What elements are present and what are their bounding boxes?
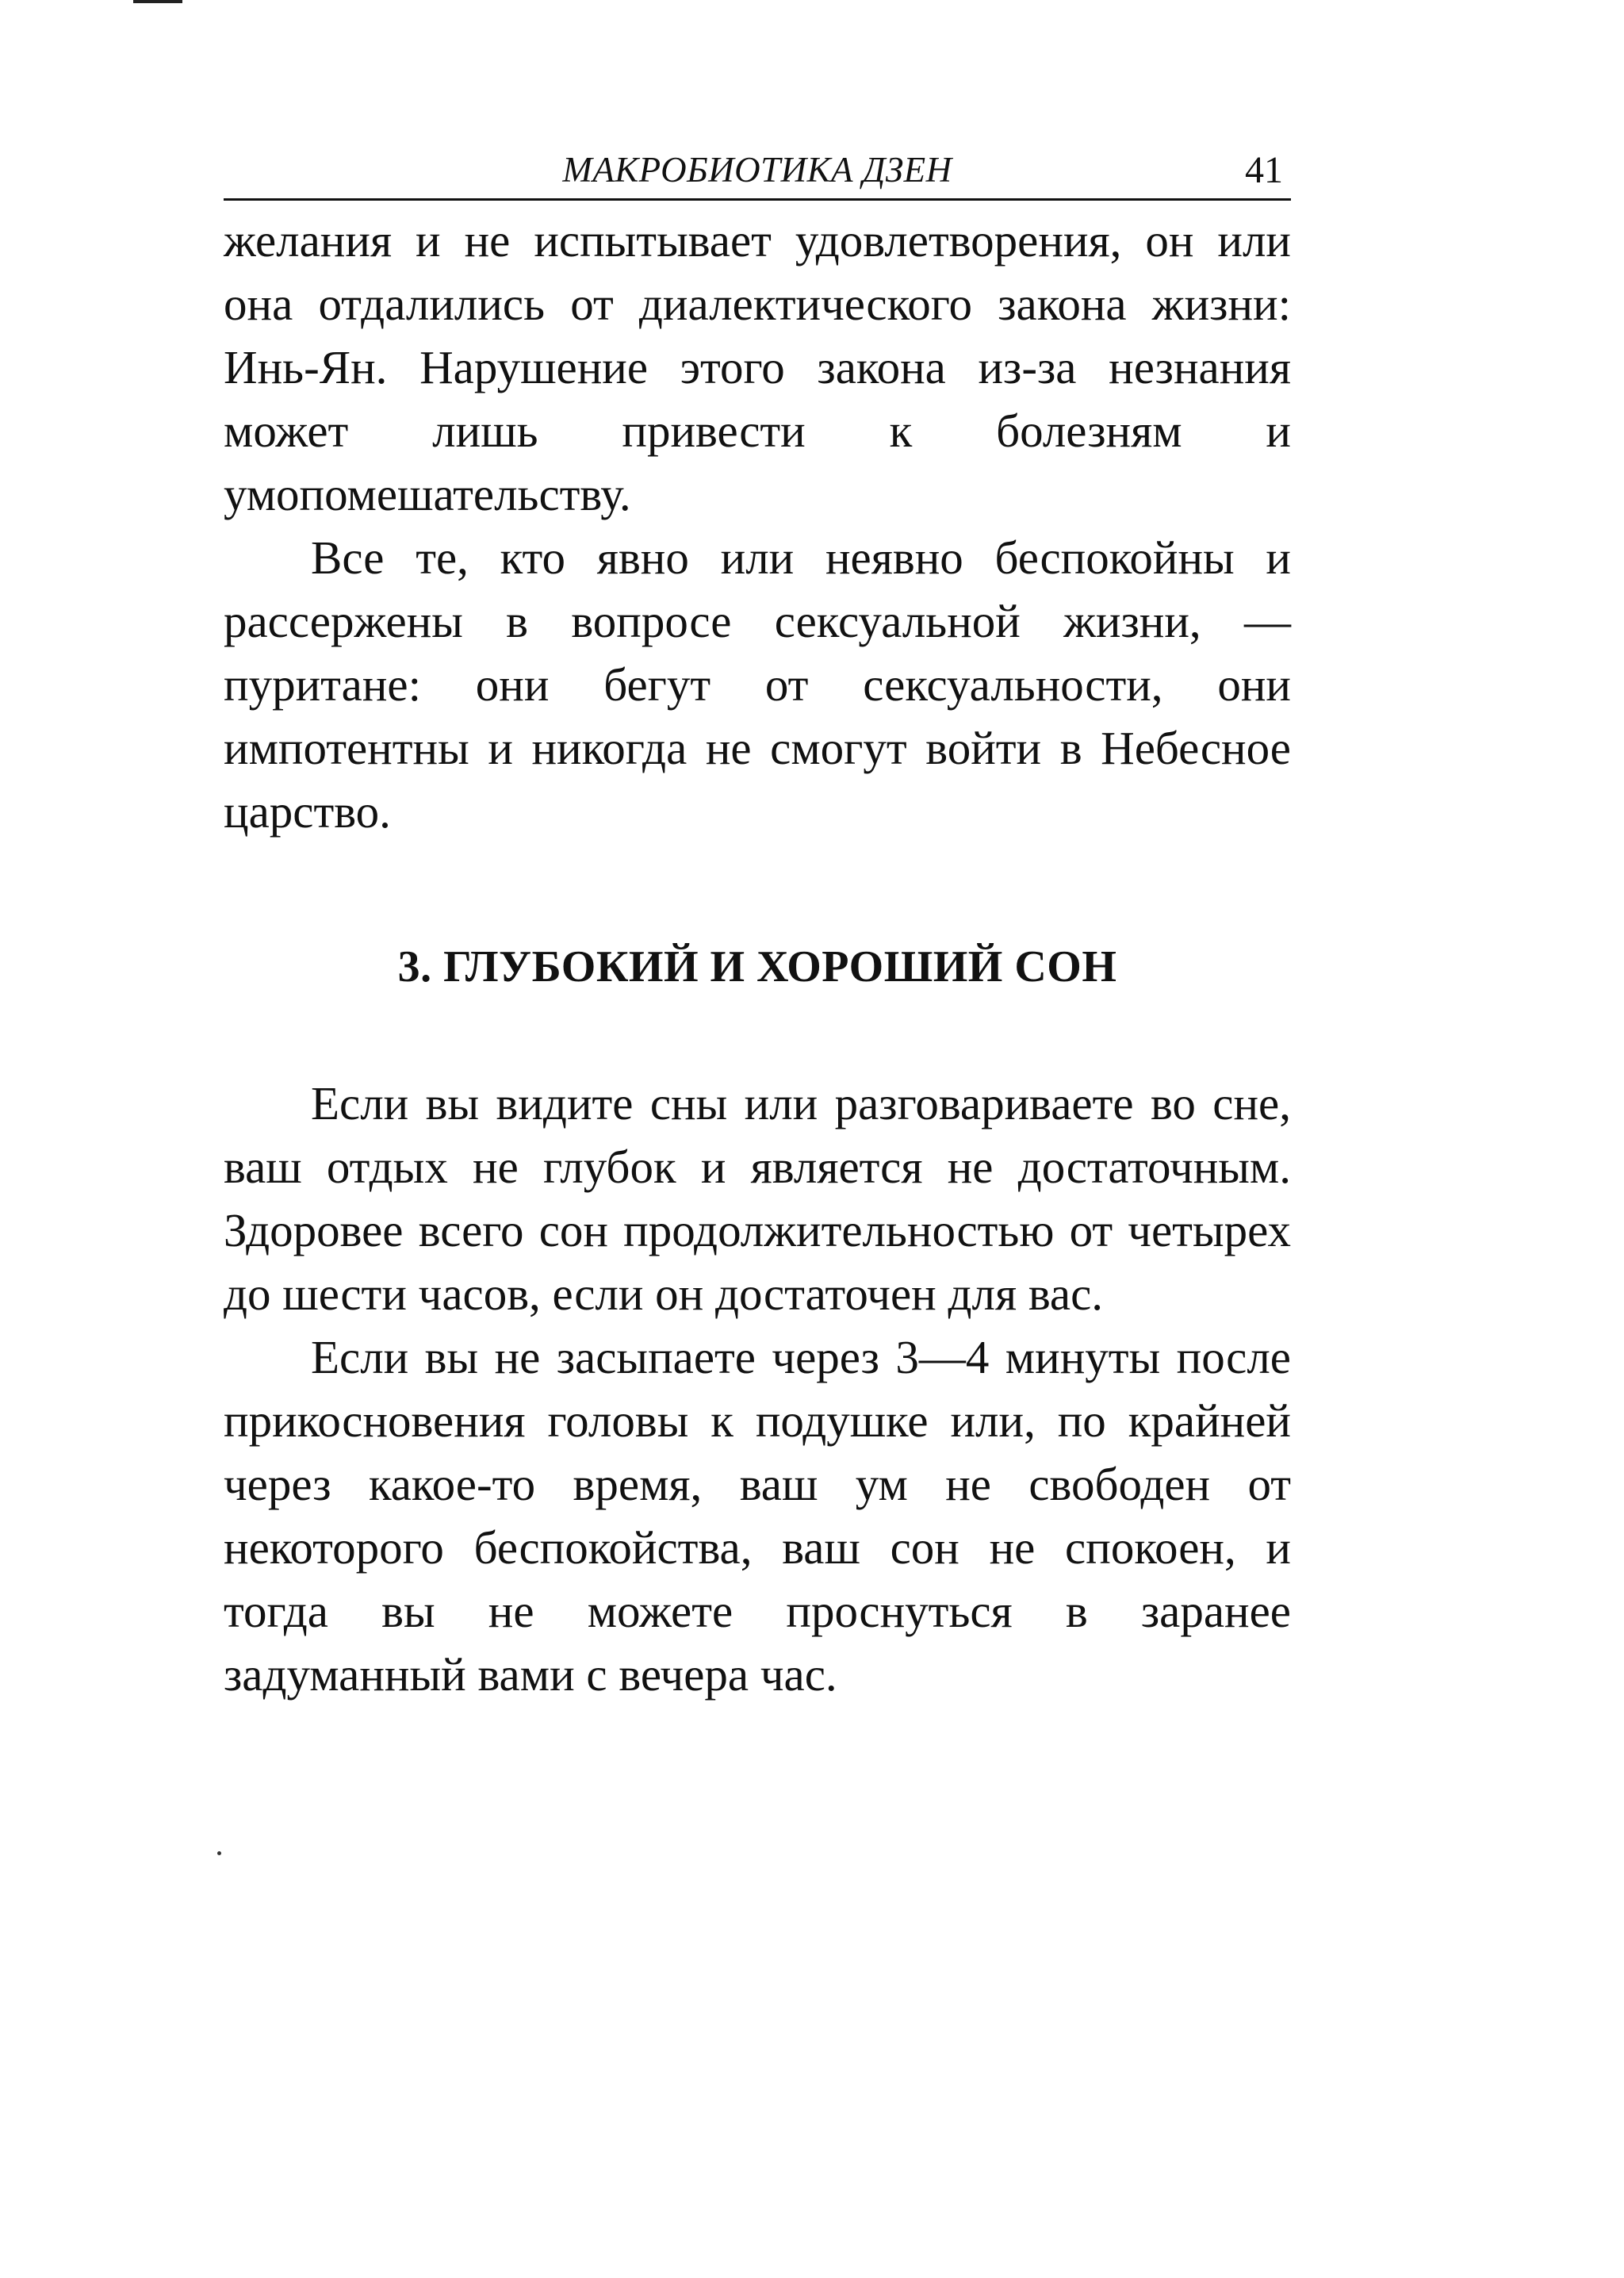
page-body (224, 209, 1291, 1706)
paragraph-continuation: желания и не испытывает удовлетворения, он или она отдалились от диалектического закона жизни: Инь-Ян. Нарушение этого закона из-за незнания может лишь привести к болезням и умопомешательству. (224, 214, 1291, 520)
book-page (224, 135, 1291, 1706)
scan-speck (217, 1851, 221, 1855)
running-header (224, 135, 1291, 201)
paragraph: Все те, кто явно или неявно беспокойны и рассержены в вопросе сексуальной жизни, — пуритане: они бегут от сексуальности, они импотентны и никогда не смогут войти в Небесное царство. (224, 531, 1291, 838)
page-number: 41 (1245, 149, 1283, 191)
scan-corner-mark (133, 0, 182, 3)
paragraph: Если вы не засыпаете через 3—4 минуты после прикосновения головы к подушке или, по крайней через какое-то время, ваш ум не свободен от некоторого беспокойства, ваш сон не спокоен, и тогда вы не можете проснуться в заранее задуманный вами с вечера час. (224, 1331, 1291, 1701)
running-header-title: МАКРОБИОТИКА ДЗЕН (562, 150, 952, 190)
paragraph: Если вы видите сны или разговариваете во сне, ваш отдых не глубок и является не достаточным. Здоровее всего сон продолжительностью от четырех до шести часов, если он достаточен для вас. (224, 1077, 1291, 1320)
section-heading: 3. ГЛУБОКИЙ И ХОРОШИЙ СОН (397, 942, 1117, 991)
